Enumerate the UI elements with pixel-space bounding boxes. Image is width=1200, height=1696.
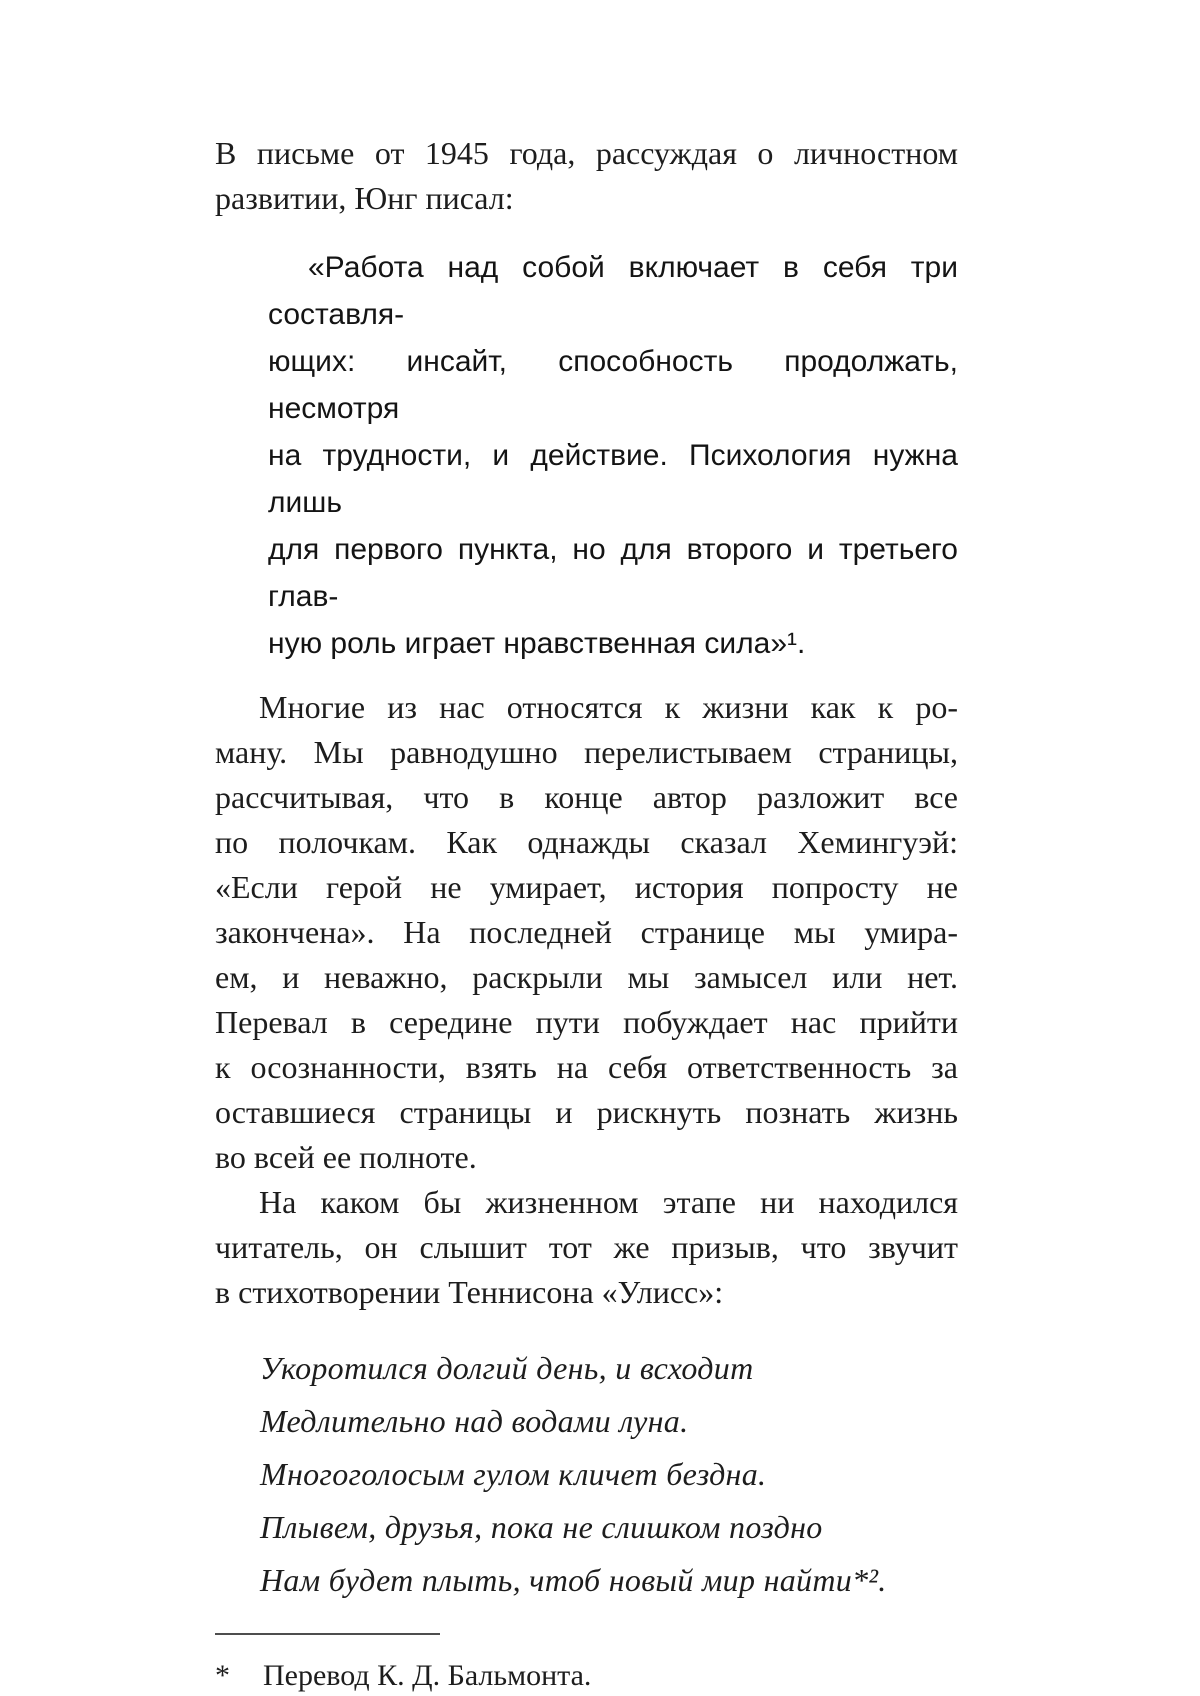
footnote (215, 1656, 958, 1696)
jung-quote-block (268, 244, 958, 667)
text-line: На каком бы жизненном этапе ни находился (259, 1184, 958, 1220)
text-line: для первого пункта, но для второго и третьего глав- (268, 533, 958, 613)
text-line: во всей ее полноте. (215, 1139, 477, 1175)
text-line: читатель, он слышит тот же призыв, что звучит (215, 1229, 958, 1265)
text-line: рассчитывая, что в конце автор разложит все (215, 779, 958, 815)
ulysses-poem (260, 1342, 958, 1607)
text-line: Медлительно над водами луна. (260, 1403, 689, 1439)
text-line: Нам будет плыть, чтоб новый мир найти*². (260, 1562, 887, 1598)
footnote-marker: * (215, 1659, 230, 1692)
text-line: Перевал в середине пути побуждает нас прийти (215, 1004, 958, 1040)
text-line: по полочкам. Как однажды сказал Хемингуэй: (215, 824, 958, 860)
text-line: к осознанности, взять на себя ответственность за (215, 1049, 958, 1085)
footnote-separator-rule (215, 1633, 440, 1635)
text-line: закончена». На последней странице мы умира- (215, 914, 958, 950)
text-line: ную роль играет нравственная сила»¹. (268, 627, 806, 660)
text-line: Многие из нас относятся к жизни как к ро- (259, 689, 958, 725)
novel-paragraph (215, 685, 958, 1180)
text-line: развитии, Юнг писал: (215, 180, 514, 216)
text-line: ющих: инсайт, способность продолжать, несмотря (268, 345, 958, 425)
intro-paragraph (215, 131, 958, 221)
text-line: оставшиеся страницы и рискнуть познать жизнь (215, 1094, 958, 1130)
text-line: в стихотворении Теннисона «Улисс»: (215, 1274, 724, 1310)
text-line: Плывем, друзья, пока не слишком поздно (260, 1509, 823, 1545)
text-line: на трудности, и действие. Психология нужна лишь (268, 439, 958, 519)
text-line: ману. Мы равнодушно перелистываем страницы, (215, 734, 958, 770)
footnote-text: Перевод К. Д. Бальмонта. (263, 1659, 592, 1692)
text-line: В письме от 1945 года, рассуждая о личностном (215, 135, 958, 171)
text-line: «Работа над собой включает в себя три составля- (268, 251, 958, 331)
text-line: «Если герой не умирает, история попросту не (215, 869, 958, 905)
tennyson-intro-paragraph (215, 1180, 958, 1315)
text-line: Многоголосым гулом кличет бездна. (260, 1456, 767, 1492)
text-line: ем, и неважно, раскрыли мы замысел или нет. (215, 959, 958, 995)
text-line: Укоротился долгий день, и всходит (260, 1350, 754, 1386)
